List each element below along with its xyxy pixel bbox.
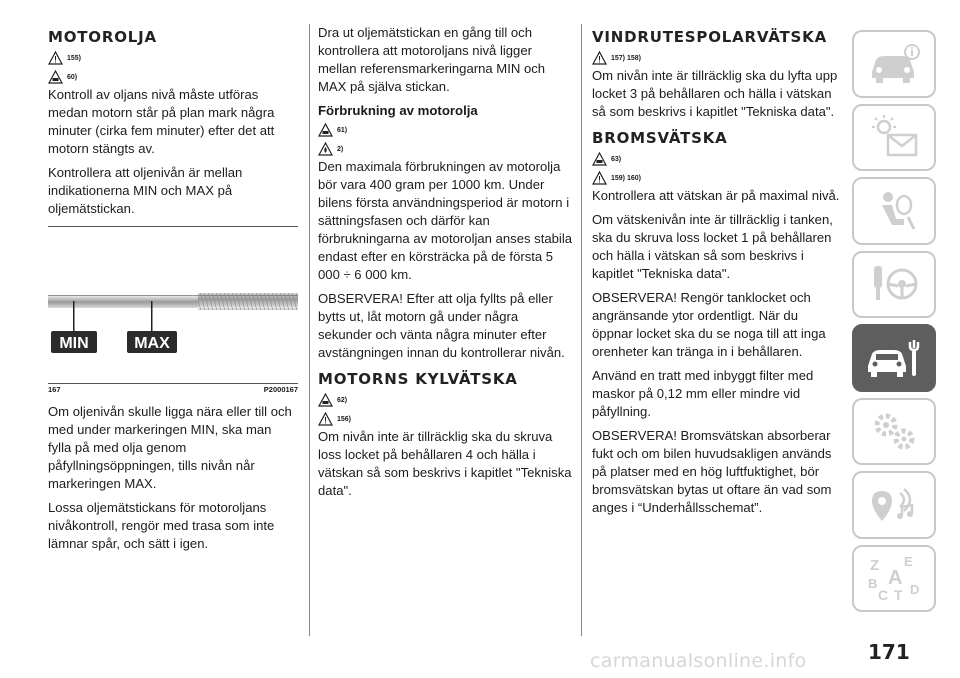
warning-triangle-icon [592, 171, 607, 185]
engine-warning-icon [318, 123, 333, 137]
paragraph: Kontrollera att oljenivån är mellan indikationerna MIN och MAX på oljemätstickan. [48, 165, 243, 216]
tab-starting-driving[interactable] [852, 251, 936, 319]
ref-2: 2) [337, 146, 344, 153]
engine-warning-ref [318, 390, 574, 409]
paragraph: OBSERVERA! Bromsvätskan absorberar fukt och om bilen huvudsakligen används på platser med en hög luftfuktighet, bör bromsvätskan bytas ut oftare än vad som anges i “Underhållsschemat”. [592, 428, 832, 515]
min-label: MIN [59, 335, 89, 352]
ref-62: 62) [337, 397, 348, 404]
paragraph: Om oljenivån skulle ligga nära eller till och med under markeringen MIN, ska man fylla på med olja genom påfyllningsöppningen, tills nivån når markeringen MAX. [48, 404, 292, 491]
index-letter: B [868, 576, 878, 592]
figure-code: P2000167 [263, 385, 298, 394]
index-letter: Z [870, 557, 880, 575]
max-label: MAX [134, 335, 170, 352]
heading-vindrutespolarvatska: VINDRUTESPOLARVÄTSKA [592, 28, 827, 46]
gears-icon [866, 407, 922, 455]
index-letter: T [894, 587, 903, 604]
ref-156: 156) [337, 416, 352, 423]
column-3 [592, 24, 842, 523]
figure-number: 167 [48, 385, 61, 394]
index-letter: A [888, 567, 903, 590]
tab-dashboard-lights[interactable] [852, 104, 936, 172]
engine-warning-ref [592, 149, 842, 168]
warning-ref [592, 48, 842, 67]
multimedia-icon [866, 481, 922, 529]
paragraph: Använd en tratt med inbyggt filter med maskor på 0,12 mm eller mindre vid påfyllning. [592, 368, 814, 419]
column-divider [581, 24, 582, 636]
ref-159-160: 159) 160) [611, 175, 641, 182]
engine-warning-icon [592, 152, 607, 166]
ref-155: 155) [67, 55, 82, 62]
ref-60: 60) [67, 74, 78, 81]
heading-kylvatska: MOTORNS KYLVÄTSKA [318, 370, 518, 388]
paragraph: Om vätskenivån inte är tillräcklig i tanken, ska du skruva loss locket 1 på behållaren och hälla i vätskan så som beskrivs i kapitlet "Tekniska data". [592, 212, 833, 281]
column-2 [318, 24, 574, 506]
engine-warning-icon [318, 393, 333, 407]
dashboard-lights-icon [866, 113, 922, 161]
index-letter: C [878, 587, 889, 604]
warning-triangle-icon [592, 51, 607, 65]
warning-ref [592, 168, 842, 187]
engine-warning-ref [48, 67, 298, 86]
engine-warning-ref [318, 120, 574, 139]
ref-63: 63) [611, 156, 622, 163]
warning-triangle-icon [48, 51, 63, 65]
heading-motorolja: MOTOROLJA [48, 28, 157, 46]
paragraph: Kontroll av oljans nivå måste utföras medan motorn står på plan mark några minuter (cirka fem minuter) efter det att motorn stängts av. [48, 87, 275, 156]
tab-car-service[interactable] [852, 324, 936, 392]
warning-triangle-icon [318, 412, 333, 426]
chapter-sidebar [852, 30, 936, 618]
index-letter: E [904, 554, 913, 570]
ref-157-158: 157) 158) [611, 55, 641, 62]
car-info-icon [866, 42, 922, 86]
dipstick-illustration [48, 227, 298, 385]
watermark: carmanualsonline.info [590, 650, 807, 672]
airbag-seat-icon [866, 187, 922, 235]
figure-caption [48, 385, 298, 394]
engine-warning-icon [48, 70, 63, 84]
ref-61: 61) [337, 127, 348, 134]
dipstick-figure [48, 226, 298, 384]
tab-technical-data[interactable] [852, 398, 936, 466]
paragraph: Den maximala förbrukningen av motorolja bör vara 400 gram per 1000 km. Under bilens första användningsperiod är motorn i sättningsfasen och därför kan förbrukningarna av motoroljan anses stabila endast efter en körsträcka på de första 5 000 ÷ 6 000 km. [318, 159, 573, 282]
warning-ref [318, 409, 574, 428]
warning-ref [48, 48, 298, 67]
environment-ref [318, 139, 574, 158]
paragraph: Dra ut oljemätstickan en gång till och kontrollera att motoroljans nivå ligger mellan referensmarkeringarna MIN och MAX på själva stickan. [318, 25, 546, 94]
tab-index[interactable] [852, 545, 936, 613]
environment-icon [318, 142, 333, 156]
paragraph: Om nivån inte är tillräcklig ska du skruva loss locket på behållaren 4 och hälla i vätskan så som beskrivs i kapitlet "Tekniska data". [318, 429, 572, 498]
paragraph: Lossa oljemätstickans för motoroljans nivåkontroll, rengör med trasa som inte lämnar spår, och sätt i igen. [48, 500, 275, 551]
key-steering-icon [866, 260, 922, 308]
paragraph: OBSERVERA! Rengör tanklocket och angränsande ytor ordentligt. När du öppnar locket ska du se noga till att inga orenheter kan tränga in i behållaren. [592, 290, 826, 359]
column-1 [48, 24, 298, 559]
page-number: 171 [868, 640, 910, 664]
car-service-icon [864, 334, 924, 382]
tab-safety[interactable] [852, 177, 936, 245]
tab-car-info[interactable] [852, 30, 936, 98]
paragraph: OBSERVERA! Efter att olja fyllts på eller bytts ut, låt motorn gå under några sekunder och vänta några minuter efter avstängningen innan du kontrollerar nivån. [318, 291, 565, 360]
column-divider [309, 24, 310, 636]
paragraph: Kontrollera att vätskan är på maximal nivå. [592, 188, 840, 203]
index-letter: D [910, 582, 920, 598]
heading-bromsvatska: BROMSVÄTSKA [592, 129, 728, 147]
paragraph: Om nivån inte är tillräcklig ska du lyfta upp locket 3 på behållaren och hälla i vätskan så som beskrivs i kapitlet "Tekniska data". [592, 68, 838, 119]
heading-forbrukning: Förbrukning av motorolja [318, 103, 478, 118]
index-letters-icon [864, 552, 924, 604]
tab-multimedia[interactable] [852, 471, 936, 539]
